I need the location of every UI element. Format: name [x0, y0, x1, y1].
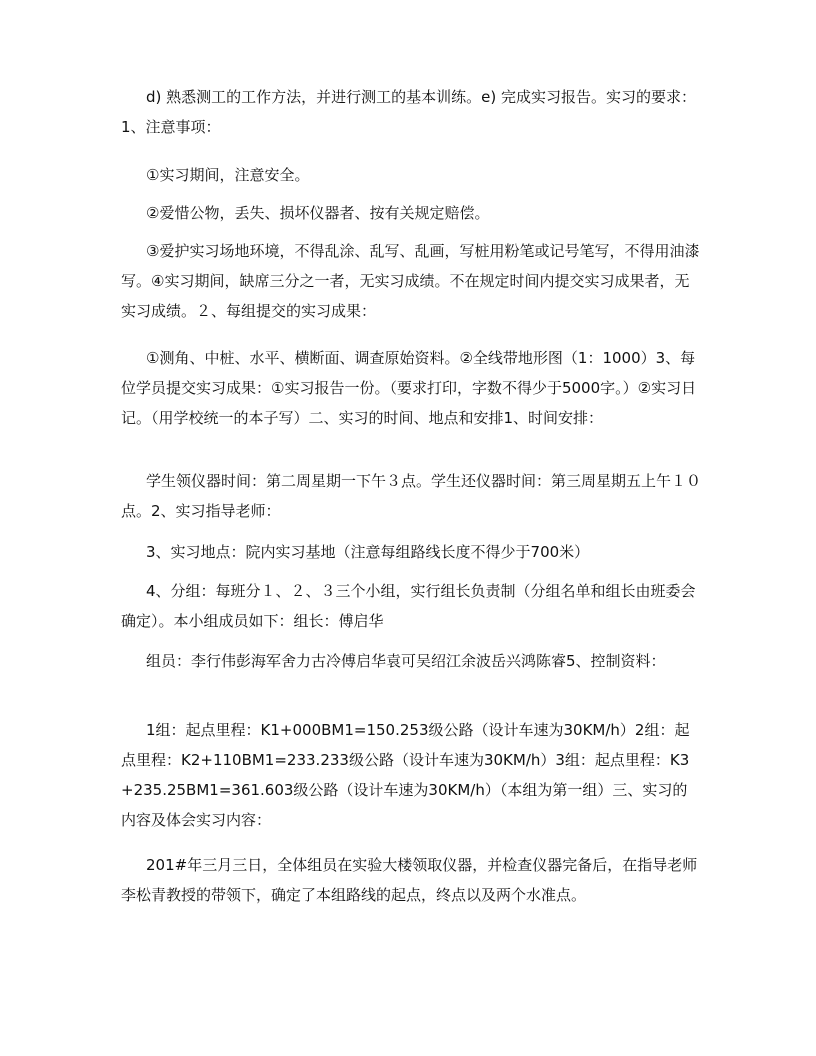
paragraph-procedure: 201#年三月三日，全体组员在实验大楼领取仪器，并检查仪器完备后，在指导老师李松青教授的带领下，确定了本组路线的起点，终点以及两个水准点。: [121, 856, 698, 904]
paragraph-grouping: 4、分组：每班分１、２、３三个小组，实行组长负责制（分组名单和组长由班委会确定）。本小组成员如下：组长：傅启华: [121, 582, 696, 630]
paragraph-schedule: 学生领仪器时间：第二周星期一下午３点。学生还仪器时间：第三周星期五上午１０点。2、实习指导老师：: [121, 472, 702, 520]
paragraph-objectives: d) 熟悉测工的工作方法，并进行测工的基本训练。e) 完成实习报告。实习的要求：1、注意事项：: [121, 88, 696, 136]
paragraph-safety: ①实习期间，注意安全。: [146, 166, 310, 184]
paragraph-members: 组员：李行伟彭海军舍力古冷傅启华袁可吴绍江余波岳兴鸿陈睿5、控制资料：: [146, 652, 666, 670]
paragraph-control-data: 1组：起点里程：K1+000BM1=150.253级公路（设计车速为30KM/h）2组：起点里程：K2+110BM1=233.233级公路（设计车速为30KM/h）3组：起点里程：K3+235.25BM1=361.603级公路（设计车速为30KM/h）（本组为第一组）三、实习的内容及体会实习内容：: [121, 721, 690, 829]
paragraph-location: 3、实习地点：院内实习基地（注意每组路线长度不得少于700米）: [146, 543, 590, 561]
paragraph-public-property: ②爱惜公物，丢失、损坏仪器者、按有关规定赔偿。: [146, 204, 490, 222]
paragraph-deliverables: ①测角、中桩、水平、横断面、调查原始资料。②全线带地形图（1：1000）3、每位学员提交实习成果：①实习报告一份。（要求打印，字数不得少于5000字。）②实习日记。（用学校统一的本子写）二、实习的时间、地点和安排1、时间安排：: [121, 349, 697, 427]
paragraph-site-environment: ③爱护实习场地环境，不得乱涂、乱写、乱画，写桩用粉笔或记号笔写，不得用油漆写。④实习期间，缺席三分之一者，无实习成绩。不在规定时间内提交实习成果者，无实习成绩。２、每组提交的实习成果：: [121, 242, 700, 320]
